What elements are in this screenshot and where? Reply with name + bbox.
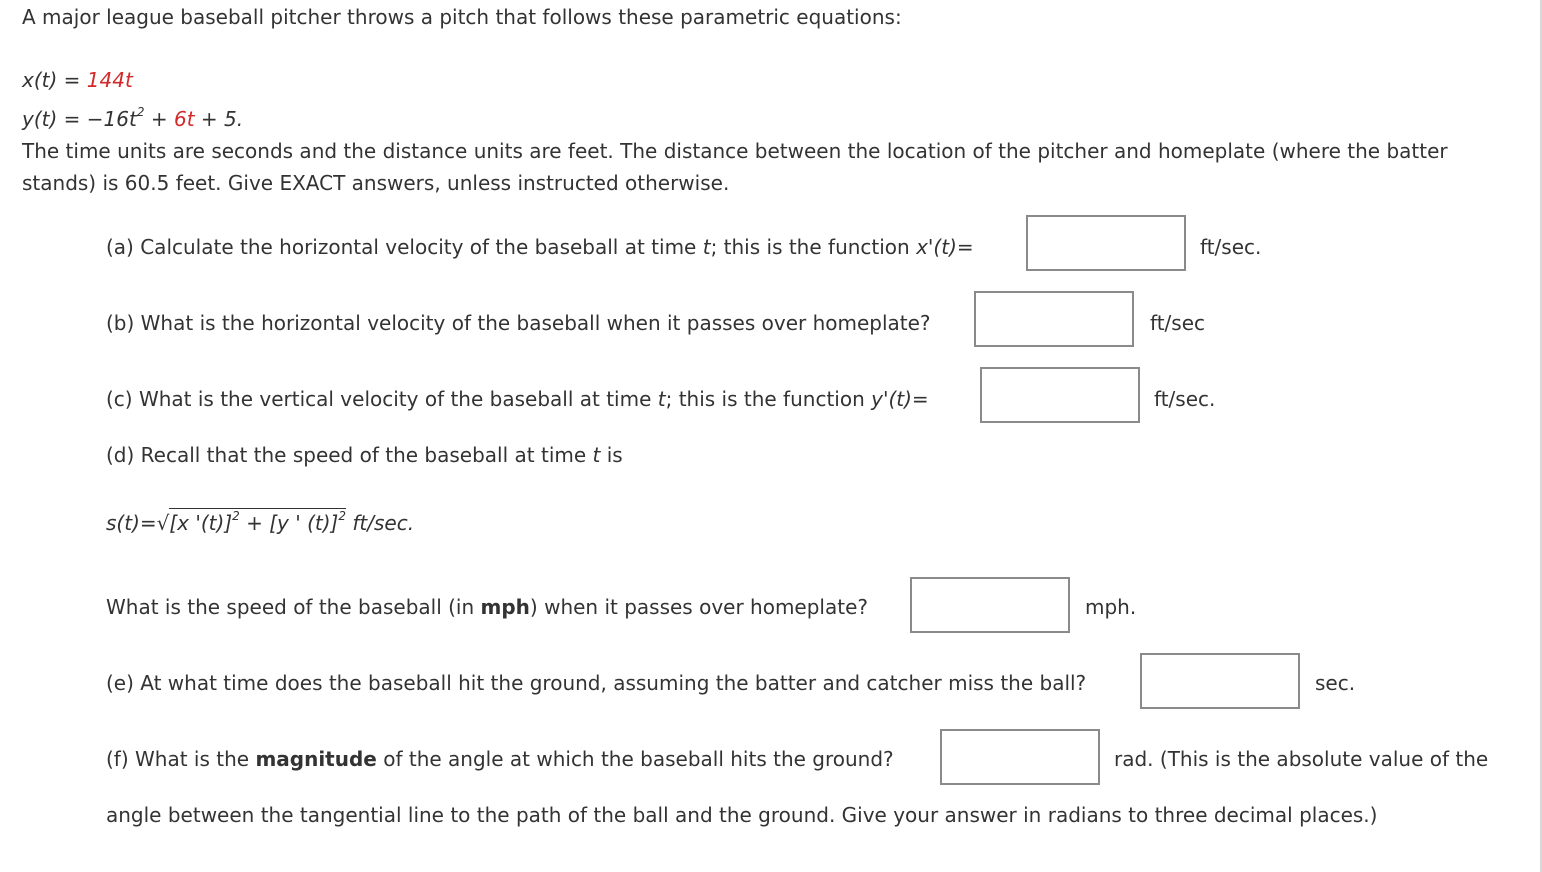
x-equals: =: [63, 68, 81, 92]
part-a-pre: (a) Calculate the horizontal velocity of the baseball at time: [106, 235, 703, 259]
y-term-b: 6t: [173, 107, 195, 131]
speed-formula-lhs: s(t)=√: [106, 511, 170, 535]
part-d-pre: (d) Recall that the speed of the baseball at time: [106, 443, 593, 467]
speed-formula-plus: +: [239, 511, 270, 535]
part-a-fn: x'(t): [916, 235, 957, 259]
part-f-pre: (f) What is the: [106, 747, 256, 771]
speed-formula: [106, 507, 414, 539]
part-d-answer-input[interactable]: [910, 577, 1070, 633]
part-b-question: (b) What is the horizontal velocity of the baseball when it passes over homeplate?: [106, 311, 931, 335]
description-line-2: stands) is 60.5 feet. Give EXACT answers, unless instructed otherwise.: [22, 171, 730, 195]
y-lhs: y(t): [22, 107, 58, 131]
part-c-pre: (c) What is the vertical velocity of the baseball at time: [106, 387, 658, 411]
part-f-bold: magnitude: [255, 747, 377, 771]
x-lhs: x(t): [22, 68, 58, 92]
part-d-q-post: ) when it passes over homeplate?: [529, 595, 869, 619]
y-term-c: + 5.: [200, 107, 244, 131]
part-c-fn: y'(t): [871, 387, 912, 411]
y-plus: +: [150, 107, 168, 131]
part-d-question: [106, 591, 868, 623]
part-c-answer-input[interactable]: [980, 367, 1140, 423]
part-f-post: of the angle at which the baseball hits the ground?: [376, 747, 894, 771]
part-a-unit: ft/sec.: [1200, 235, 1262, 259]
part-e-answer-input[interactable]: [1140, 653, 1300, 709]
part-d-q-pre: What is the speed of the baseball (in: [106, 595, 481, 619]
part-a-answer-input[interactable]: [1026, 215, 1186, 271]
speed-formula-x-exponent: 2: [232, 509, 240, 524]
intro-text: A major league baseball pitcher throws a pitch that follows these parametric equations:: [22, 5, 902, 29]
part-f-line-2: angle between the tangential line to the path of the ball and the ground. Give your answer in radians to three decimal places.): [106, 803, 1378, 827]
part-d-q-bold: mph: [480, 595, 530, 619]
part-c-post: =: [911, 387, 929, 411]
part-f-question: [106, 743, 894, 775]
part-b-answer-input[interactable]: [974, 291, 1134, 347]
equation-y: [22, 103, 243, 135]
part-a-question: [106, 231, 974, 263]
speed-formula-radicand: [169, 508, 346, 536]
part-e-unit: sec.: [1315, 671, 1356, 695]
speed-formula-x-term: [x '(t)]: [169, 511, 233, 535]
part-c-unit: ft/sec.: [1154, 387, 1216, 411]
equation-x: [22, 64, 133, 96]
part-d-t: t: [592, 443, 601, 467]
part-d-post: is: [600, 443, 623, 467]
speed-formula-y-exponent: 2: [338, 509, 346, 524]
part-b-unit: ft/sec: [1150, 311, 1205, 335]
speed-formula-unit: ft/sec.: [352, 511, 415, 535]
part-c-mid: ; this is the function: [665, 387, 872, 411]
part-a-mid: ; this is the function: [710, 235, 917, 259]
part-f-unit: rad. (This is the absolute value of the: [1114, 747, 1489, 771]
y-term-a: −16t: [86, 107, 137, 131]
x-rhs: 144t: [86, 68, 133, 92]
part-c-t: t: [657, 387, 666, 411]
part-e-question: (e) At what time does the baseball hit the ground, assuming the batter and catcher miss the ball?: [106, 671, 1087, 695]
part-d-unit: mph.: [1085, 595, 1137, 619]
part-f-answer-input[interactable]: [940, 729, 1100, 785]
speed-formula-y-term: [y ' (t)]: [269, 511, 339, 535]
part-a-t: t: [702, 235, 711, 259]
part-a-post: =: [956, 235, 974, 259]
y-equals: =: [63, 107, 81, 131]
y-term-a-exponent: 2: [136, 105, 145, 120]
description-line-1: The time units are seconds and the distance units are feet. The distance between the location of the pitcher and homeplate (where the batter: [22, 139, 1448, 163]
part-d-intro: [106, 439, 623, 471]
part-c-question: [106, 383, 929, 415]
